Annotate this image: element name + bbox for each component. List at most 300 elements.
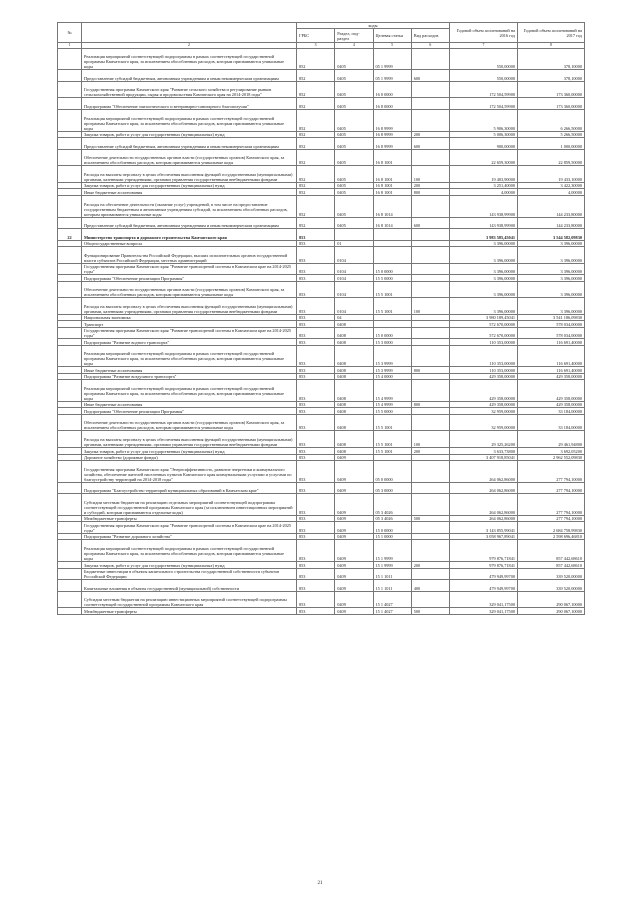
row-name: Подпрограмма "Обеспечение эпизоотического и ветеринарно-санитарного благополучия" bbox=[82, 98, 297, 110]
row-grbs: 852 bbox=[297, 98, 335, 110]
row-exptype bbox=[411, 482, 449, 494]
row-2016: 143 938,99900 bbox=[450, 195, 518, 217]
row-target: 16 8 9999 bbox=[373, 109, 411, 131]
row-number bbox=[58, 345, 82, 367]
row-section: 0104 bbox=[335, 247, 373, 264]
row-grbs: 853 bbox=[297, 380, 335, 402]
row-2016: 172 504,59900 bbox=[450, 98, 518, 110]
row-target: 15 4 0000 bbox=[373, 373, 411, 379]
row-target: 16 8 1014 bbox=[373, 217, 411, 229]
row-exptype: 800 bbox=[411, 367, 449, 373]
row-grbs: 853 bbox=[297, 402, 335, 408]
row-target: 15 5 1001 bbox=[373, 448, 411, 454]
table-row bbox=[58, 281, 585, 298]
row-number bbox=[58, 217, 82, 229]
row-grbs: 853 bbox=[297, 373, 335, 379]
row-name: Функционирование Правительства Российской Федерации, высших исполнительных органов государственной власти субъектов Российской Федерации, местных администраций bbox=[82, 247, 297, 264]
row-2017: 339 520,00000 bbox=[518, 568, 585, 580]
table-row bbox=[58, 568, 585, 580]
row-2016: 3 983 585,45041 bbox=[450, 229, 518, 241]
row-2017: 3 396,00000 bbox=[518, 298, 585, 315]
row-2017: 2 684 758,99830 bbox=[518, 522, 585, 534]
row-2016: 329 041,17500 bbox=[450, 608, 518, 614]
row-section: 0405 bbox=[335, 183, 373, 189]
row-2017: 33 184,00000 bbox=[518, 408, 585, 414]
row-section: 0104 bbox=[335, 298, 373, 315]
row-grbs: 853 bbox=[297, 240, 335, 246]
row-2017: 29 461,94800 bbox=[518, 431, 585, 448]
row-2017: 173 360,00000 bbox=[518, 98, 585, 110]
row-number bbox=[58, 281, 82, 298]
row-2017: 173 360,00000 bbox=[518, 81, 585, 98]
row-name: Подпрограмма "Обеспечение реализации Программы" bbox=[82, 408, 297, 414]
row-grbs: 852 bbox=[297, 149, 335, 166]
row-name: Расходы на выплаты персоналу в целях обеспечения выполнения функций государственными (муниципальными) органами, казенными учреждениями, органами управления государственными внебюджетными фондами bbox=[82, 166, 297, 183]
row-name: Иные бюджетные ассигнования bbox=[82, 367, 297, 373]
row-exptype bbox=[411, 327, 449, 339]
row-2017: 3 396,00000 bbox=[518, 263, 585, 275]
row-exptype bbox=[411, 98, 449, 110]
row-name: Реализация мероприятий соответствующей подпрограммы в рамках соответствующей государственной программы Камчатского края, за исключением обособленных расходов, которым присваиваются уникальные коды bbox=[82, 540, 297, 562]
row-2016: 550,00000 bbox=[450, 48, 518, 70]
row-grbs: 853 bbox=[297, 247, 335, 264]
row-2017: 144 233,80000 bbox=[518, 195, 585, 217]
row-number bbox=[58, 109, 82, 131]
row-section: 0409 bbox=[335, 516, 373, 522]
table-row bbox=[58, 345, 585, 367]
row-2017: 116 691,40000 bbox=[518, 339, 585, 345]
row-2017: 857 442,68610 bbox=[518, 562, 585, 568]
row-2017: 3 692,05200 bbox=[518, 448, 585, 454]
row-2016: 329 041,17500 bbox=[450, 591, 518, 608]
row-number bbox=[58, 70, 82, 82]
row-grbs: 853 bbox=[297, 263, 335, 275]
row-number bbox=[58, 98, 82, 110]
row-name: Государственная программа Камчатского края "Развитие транспортной системы в Камчатском крае на 2014-2025 годы" bbox=[82, 327, 297, 339]
row-name: Расходы на выплаты персоналу в целях обеспечения выполнения функций государственными (муниципальными) органами, казенными учреждениями, органами управления государственными внебюджетными фондами bbox=[82, 431, 297, 448]
col-2016-header: Годовой объем ассигнований на 2016 год bbox=[450, 23, 518, 43]
row-number bbox=[58, 247, 82, 264]
row-target: 05 3 4026 bbox=[373, 494, 411, 516]
row-2017: 19 433,10000 bbox=[518, 166, 585, 183]
row-section: 0405 bbox=[335, 189, 373, 195]
row-target bbox=[373, 247, 411, 264]
row-section: 0405 bbox=[335, 98, 373, 110]
row-section: 0409 bbox=[335, 533, 373, 539]
row-section: 0408 bbox=[335, 414, 373, 431]
table-row bbox=[58, 217, 585, 229]
row-target: 15 1 4027 bbox=[373, 591, 411, 608]
row-2016: 4,00000 bbox=[450, 189, 518, 195]
table-row bbox=[58, 263, 585, 275]
table-row bbox=[58, 98, 585, 110]
row-section: 04 bbox=[335, 314, 373, 320]
table-row bbox=[58, 580, 585, 592]
row-section: 0405 bbox=[335, 138, 373, 150]
row-2016: 110 353,00000 bbox=[450, 345, 518, 367]
row-2016: 900,00000 bbox=[450, 138, 518, 150]
colnum-1: 1 bbox=[58, 43, 82, 49]
table-row bbox=[58, 229, 585, 241]
row-2017: 5 266,50000 bbox=[518, 131, 585, 137]
row-2016: 3 396,00000 bbox=[450, 247, 518, 264]
table-row bbox=[58, 70, 585, 82]
row-section: 0409 bbox=[335, 454, 373, 460]
row-grbs: 853 bbox=[297, 454, 335, 460]
row-grbs: 853 bbox=[297, 229, 335, 241]
row-2017: 339 520,00000 bbox=[518, 580, 585, 592]
row-2017: 3 541 186,09830 bbox=[518, 314, 585, 320]
row-name: Реализация мероприятий соответствующей подпрограммы в рамках соответствующей государственной программы Камчатского края, за исключением обособленных расходов, которым присваиваются уникальные коды bbox=[82, 380, 297, 402]
row-grbs: 853 bbox=[297, 516, 335, 522]
row-number bbox=[58, 540, 82, 562]
row-2017: 144 233,80000 bbox=[518, 217, 585, 229]
row-target: 15 1 9999 bbox=[373, 540, 411, 562]
row-name: Обеспечение деятельности государственных органов власти (государственных органов) Камчатского края, за исключением обособленных расходов, которым присваиваются уникальные коды bbox=[82, 414, 297, 431]
row-2017: 3 396,00000 bbox=[518, 247, 585, 264]
row-number bbox=[58, 327, 82, 339]
table-row bbox=[58, 460, 585, 482]
row-2017: 3 396,00000 bbox=[518, 240, 585, 246]
row-exptype bbox=[411, 81, 449, 98]
row-2016: 572 670,00000 bbox=[450, 321, 518, 327]
row-target: 15 0 0000 bbox=[373, 327, 411, 339]
row-section: 0408 bbox=[335, 431, 373, 448]
row-grbs: 852 bbox=[297, 81, 335, 98]
table-row bbox=[58, 195, 585, 217]
row-name: Предоставление субсидий бюджетным, автономным учреждениям и иным некоммерческим организациям bbox=[82, 217, 297, 229]
row-exptype: 100 bbox=[411, 431, 449, 448]
row-exptype: 100 bbox=[411, 166, 449, 183]
row-2016: 479 949,99700 bbox=[450, 580, 518, 592]
row-2017: 578 034,00000 bbox=[518, 321, 585, 327]
row-exptype bbox=[411, 247, 449, 264]
row-target: 15 3 0000 bbox=[373, 339, 411, 345]
row-grbs: 853 bbox=[297, 408, 335, 414]
row-target: 16 8 1001 bbox=[373, 166, 411, 183]
row-name: Субсидии местным бюджетам на реализацию инвестиционных мероприятий соответствующей подпрограммы соответствующей государственной программы Камчатского края bbox=[82, 591, 297, 608]
row-grbs: 853 bbox=[297, 367, 335, 373]
row-name: Национальная экономика bbox=[82, 314, 297, 320]
row-2016: 429 358,00000 bbox=[450, 373, 518, 379]
row-target: 15 4 9999 bbox=[373, 402, 411, 408]
row-exptype: 200 bbox=[411, 448, 449, 454]
row-exptype: 200 bbox=[411, 183, 449, 189]
row-number bbox=[58, 195, 82, 217]
row-number bbox=[58, 414, 82, 431]
row-grbs: 853 bbox=[297, 275, 335, 281]
row-exptype: 500 bbox=[411, 516, 449, 522]
row-2016: 3 396,00000 bbox=[450, 281, 518, 298]
row-exptype: 800 bbox=[411, 189, 449, 195]
table-row bbox=[58, 109, 585, 131]
row-target: 15 1 1011 bbox=[373, 568, 411, 580]
row-exptype bbox=[411, 380, 449, 402]
col-exptype-header: Вид расходов bbox=[411, 29, 449, 43]
row-2017: 290 067,10000 bbox=[518, 608, 585, 614]
row-grbs: 853 bbox=[297, 568, 335, 580]
row-2016: 3 633,73800 bbox=[450, 448, 518, 454]
row-name: Реализация мероприятий соответствующей подпрограммы в рамках соответствующей государственной программы Камчатского края, за исключением обособленных расходов, которым присваиваются уникальные коды bbox=[82, 109, 297, 131]
row-2016: 979 876,71841 bbox=[450, 540, 518, 562]
row-name: Транспорт bbox=[82, 321, 297, 327]
col-section-header: Раздел, под-раздел bbox=[335, 29, 373, 43]
row-exptype: 600 bbox=[411, 70, 449, 82]
row-grbs: 853 bbox=[297, 431, 335, 448]
row-2016: 264 062,86000 bbox=[450, 516, 518, 522]
row-number bbox=[58, 580, 82, 592]
row-grbs: 853 bbox=[297, 522, 335, 534]
row-exptype: 400 bbox=[411, 580, 449, 592]
row-2017: 3 396,00000 bbox=[518, 275, 585, 281]
row-grbs: 852 bbox=[297, 70, 335, 82]
row-target bbox=[373, 229, 411, 241]
row-2016: 979 876,71841 bbox=[450, 562, 518, 568]
row-grbs: 853 bbox=[297, 345, 335, 367]
row-grbs: 852 bbox=[297, 109, 335, 131]
row-2017: 116 691,40000 bbox=[518, 345, 585, 367]
row-target: 15 3 9999 bbox=[373, 367, 411, 373]
row-name: Государственная программа Камчатского края "Развитие транспортной системы в Камчатском крае на 2014-2025 годы" bbox=[82, 263, 297, 275]
row-name: Закупка товаров, работ и услуг для государственных (муниципальных) нужд bbox=[82, 131, 297, 137]
row-name: Реализация мероприятий соответствующей подпрограммы в рамках соответствующей государственной программы Камчатского края, за исключением обособленных расходов, которым присваиваются уникальные коды bbox=[82, 345, 297, 367]
row-target: 15 5 1001 bbox=[373, 298, 411, 315]
row-target: 05 0 0000 bbox=[373, 460, 411, 482]
row-target: 16 8 1001 bbox=[373, 149, 411, 166]
row-target: 16 8 9999 bbox=[373, 138, 411, 150]
row-target: 15 1 9999 bbox=[373, 562, 411, 568]
row-section: 0104 bbox=[335, 275, 373, 281]
row-exptype bbox=[411, 345, 449, 367]
row-section: 0104 bbox=[335, 281, 373, 298]
row-exptype bbox=[411, 568, 449, 580]
row-target: 15 3 9999 bbox=[373, 345, 411, 367]
table-row bbox=[58, 327, 585, 339]
row-2016: 110 353,00000 bbox=[450, 367, 518, 373]
row-target: 15 1 0000 bbox=[373, 533, 411, 539]
row-grbs: 853 bbox=[297, 533, 335, 539]
row-2016: 32 959,00000 bbox=[450, 414, 518, 431]
row-grbs: 853 bbox=[297, 494, 335, 516]
row-section bbox=[335, 229, 373, 241]
row-2016: 5 906,30000 bbox=[450, 109, 518, 131]
row-exptype: 200 bbox=[411, 562, 449, 568]
table-row bbox=[58, 494, 585, 516]
row-exptype: 600 bbox=[411, 138, 449, 150]
row-number bbox=[58, 608, 82, 614]
row-2016: 143 938,99900 bbox=[450, 217, 518, 229]
row-section: 0405 bbox=[335, 109, 373, 131]
row-name: Иные бюджетные ассигнования bbox=[82, 189, 297, 195]
row-name: Подпрограмма "Развитие воздушного транспорта" bbox=[82, 373, 297, 379]
row-name: Подпрограмма "Развитие дорожного хозяйства" bbox=[82, 533, 297, 539]
table-row bbox=[58, 149, 585, 166]
row-exptype: 600 bbox=[411, 217, 449, 229]
col-num-header: № bbox=[58, 23, 82, 43]
page-number: 21 bbox=[317, 881, 323, 886]
table-row bbox=[58, 522, 585, 534]
row-grbs: 852 bbox=[297, 183, 335, 189]
row-grbs: 852 bbox=[297, 195, 335, 217]
row-section: 0409 bbox=[335, 580, 373, 592]
row-grbs: 853 bbox=[297, 562, 335, 568]
row-name: Подпрограмма "Развитие водного транспорта" bbox=[82, 339, 297, 345]
row-section: 0409 bbox=[335, 568, 373, 580]
row-target: 15 4 9999 bbox=[373, 380, 411, 402]
row-2017: 2 598 696,46810 bbox=[518, 533, 585, 539]
row-2017: 4,00000 bbox=[518, 189, 585, 195]
row-target: 16 8 1001 bbox=[373, 183, 411, 189]
row-name: Межбюджетные трансферты bbox=[82, 516, 297, 522]
row-name: Подпрограмма "Обеспечение реализации Программы" bbox=[82, 275, 297, 281]
colnum-5: 5 bbox=[373, 43, 411, 49]
row-section: 0409 bbox=[335, 460, 373, 482]
row-grbs: 852 bbox=[297, 138, 335, 150]
table-row bbox=[58, 48, 585, 70]
row-grbs: 853 bbox=[297, 414, 335, 431]
row-2017: 33 184,00000 bbox=[518, 414, 585, 431]
row-section: 0408 bbox=[335, 321, 373, 327]
row-target: 05 3 4026 bbox=[373, 516, 411, 522]
row-grbs: 853 bbox=[297, 321, 335, 327]
row-2016: 3 396,00000 bbox=[450, 275, 518, 281]
row-grbs: 853 bbox=[297, 580, 335, 592]
row-2016: 110 353,00000 bbox=[450, 339, 518, 345]
row-target: 05 3 0000 bbox=[373, 482, 411, 494]
row-exptype: 100 bbox=[411, 298, 449, 315]
row-number bbox=[58, 431, 82, 448]
row-2016: 479 949,99700 bbox=[450, 568, 518, 580]
row-number bbox=[58, 166, 82, 183]
codes-header: коды bbox=[297, 23, 450, 29]
row-name: Субсидии местным бюджетам на реализацию отдельных мероприятий соответствующей подпрограммы соответствующей государственной программы Камчатского края (за исключением инвестиционных мероприятий и субсидий, которым присваиваются отдельные коды) bbox=[82, 494, 297, 516]
row-target: 05 1 9999 bbox=[373, 70, 411, 82]
row-2016: 29 325,26200 bbox=[450, 431, 518, 448]
table-row bbox=[58, 482, 585, 494]
col-2017-header: Годовой объем ассигнований на 2017 год bbox=[518, 23, 585, 43]
row-2016: 550,00000 bbox=[450, 70, 518, 82]
row-name: Закупка товаров, работ и услуг для государственных (муниципальных) нужд bbox=[82, 562, 297, 568]
row-exptype bbox=[411, 149, 449, 166]
row-grbs: 853 bbox=[297, 591, 335, 608]
colnum-3: 3 bbox=[297, 43, 335, 49]
row-target: 15 5 0000 bbox=[373, 275, 411, 281]
row-section: 01 bbox=[335, 240, 373, 246]
row-2016: 3 396,00000 bbox=[450, 240, 518, 246]
row-exptype bbox=[411, 48, 449, 70]
row-number bbox=[58, 522, 82, 534]
row-number bbox=[58, 591, 82, 608]
row-exptype bbox=[411, 522, 449, 534]
row-exptype: 200 bbox=[411, 131, 449, 137]
row-number bbox=[58, 48, 82, 70]
row-2017: 429 358,00000 bbox=[518, 380, 585, 402]
row-2017: 290 067,10000 bbox=[518, 591, 585, 608]
row-exptype bbox=[411, 109, 449, 131]
row-grbs: 852 bbox=[297, 217, 335, 229]
row-grbs: 853 bbox=[297, 281, 335, 298]
row-2017: 277 794,10000 bbox=[518, 482, 585, 494]
row-target: 15 1 4027 bbox=[373, 608, 411, 614]
row-2016: 3 407 918,85041 bbox=[450, 454, 518, 460]
row-name: Обеспечение деятельности государственных органов власти (государственных органов) Камчатского края, за исключением обособленных расходов, которым присваиваются уникальные коды bbox=[82, 149, 297, 166]
colnum-6: 6 bbox=[411, 43, 449, 49]
row-target: 16 8 1001 bbox=[373, 189, 411, 195]
row-section: 0104 bbox=[335, 263, 373, 275]
row-section: 0409 bbox=[335, 591, 373, 608]
row-2017: 277 794,10000 bbox=[518, 516, 585, 522]
table-row bbox=[58, 298, 585, 315]
row-section: 0408 bbox=[335, 402, 373, 408]
row-grbs: 853 bbox=[297, 298, 335, 315]
row-number bbox=[58, 460, 82, 482]
row-grbs: 852 bbox=[297, 48, 335, 70]
row-exptype bbox=[411, 494, 449, 516]
row-name: Расходы на выплаты персоналу в целях обеспечения выполнения функций государственными (муниципальными) органами, казенными учреждениями, органами управления государственными внебюджетными фондами bbox=[82, 298, 297, 315]
row-2016: 5 006,30000 bbox=[450, 131, 518, 137]
row-exptype bbox=[411, 229, 449, 241]
table-row bbox=[58, 608, 585, 614]
row-name: Предоставление субсидий бюджетным, автономным учреждениям и иным некоммерческим организациям bbox=[82, 138, 297, 150]
table-body bbox=[58, 48, 585, 614]
row-section: 0409 bbox=[335, 522, 373, 534]
row-section: 0409 bbox=[335, 608, 373, 614]
row-name: Государственная программа Камчатского края "Развитие транспортной системы в Камчатском крае на 2014-2025 годы" bbox=[82, 522, 297, 534]
row-number bbox=[58, 263, 82, 275]
table-row bbox=[58, 166, 585, 183]
row-2017: 3 396,00000 bbox=[518, 281, 585, 298]
row-section: 0405 bbox=[335, 70, 373, 82]
row-name: Предоставление субсидий бюджетным, автономным учреждениям и иным некоммерческим организациям bbox=[82, 70, 297, 82]
row-name: Реализация мероприятий соответствующей подпрограммы в рамках соответствующей государственной программы Камчатского края, за исключением обособленных расходов, которым присваиваются уникальные коды bbox=[82, 48, 297, 70]
row-target: 16 8 9999 bbox=[373, 131, 411, 137]
row-2017: 3 544 582,09830 bbox=[518, 229, 585, 241]
row-number: 22 bbox=[58, 229, 82, 241]
row-2016: 172 504,59900 bbox=[450, 81, 518, 98]
row-name: Министерство транспорта и дорожного строительства Камчатского края bbox=[82, 229, 297, 241]
row-grbs: 852 bbox=[297, 166, 335, 183]
row-2017: 429 358,00000 bbox=[518, 373, 585, 379]
row-target: 15 0 0000 bbox=[373, 522, 411, 534]
row-section: 0409 bbox=[335, 494, 373, 516]
row-name: Бюджетные инвестиции в объекты капитального строительства государственной собственности субъектов Российской Федерации bbox=[82, 568, 297, 580]
row-section: 0408 bbox=[335, 408, 373, 414]
colnum-4: 4 bbox=[335, 43, 373, 49]
row-2016: 572 670,00000 bbox=[450, 327, 518, 339]
table-row bbox=[58, 591, 585, 608]
row-2016: 3 143 855,99041 bbox=[450, 522, 518, 534]
row-2016: 264 062,86000 bbox=[450, 482, 518, 494]
row-2016: 3 980 189,45041 bbox=[450, 314, 518, 320]
row-2017: 22 859,50000 bbox=[518, 149, 585, 166]
row-exptype bbox=[411, 414, 449, 431]
table-row bbox=[58, 81, 585, 98]
row-2017: 857 442,68610 bbox=[518, 540, 585, 562]
row-target: 16 8 1014 bbox=[373, 195, 411, 217]
row-section: 0408 bbox=[335, 327, 373, 339]
row-number bbox=[58, 494, 82, 516]
budget-table-page bbox=[57, 22, 585, 615]
row-2017: 2 962 552,09830 bbox=[518, 454, 585, 460]
row-section: 0408 bbox=[335, 380, 373, 402]
row-name: Расходы на обеспечение деятельности (оказание услуг) учреждений, в том числе на предоставление государственным бюджетным и автономным учреждениям субсидий, за исключением обособленных расходов, которым присваиваются уникальные коды bbox=[82, 195, 297, 217]
row-name: Обеспечение деятельности государственных органов власти (государственных органов) Камчатского края, за исключением обособленных расходов, которым присваиваются уникальные коды bbox=[82, 281, 297, 298]
row-2016: 429 358,00000 bbox=[450, 402, 518, 408]
table-row bbox=[58, 414, 585, 431]
row-2016: 3 251,40000 bbox=[450, 183, 518, 189]
row-target: 15 5 0000 bbox=[373, 408, 411, 414]
row-section: 0408 bbox=[335, 373, 373, 379]
